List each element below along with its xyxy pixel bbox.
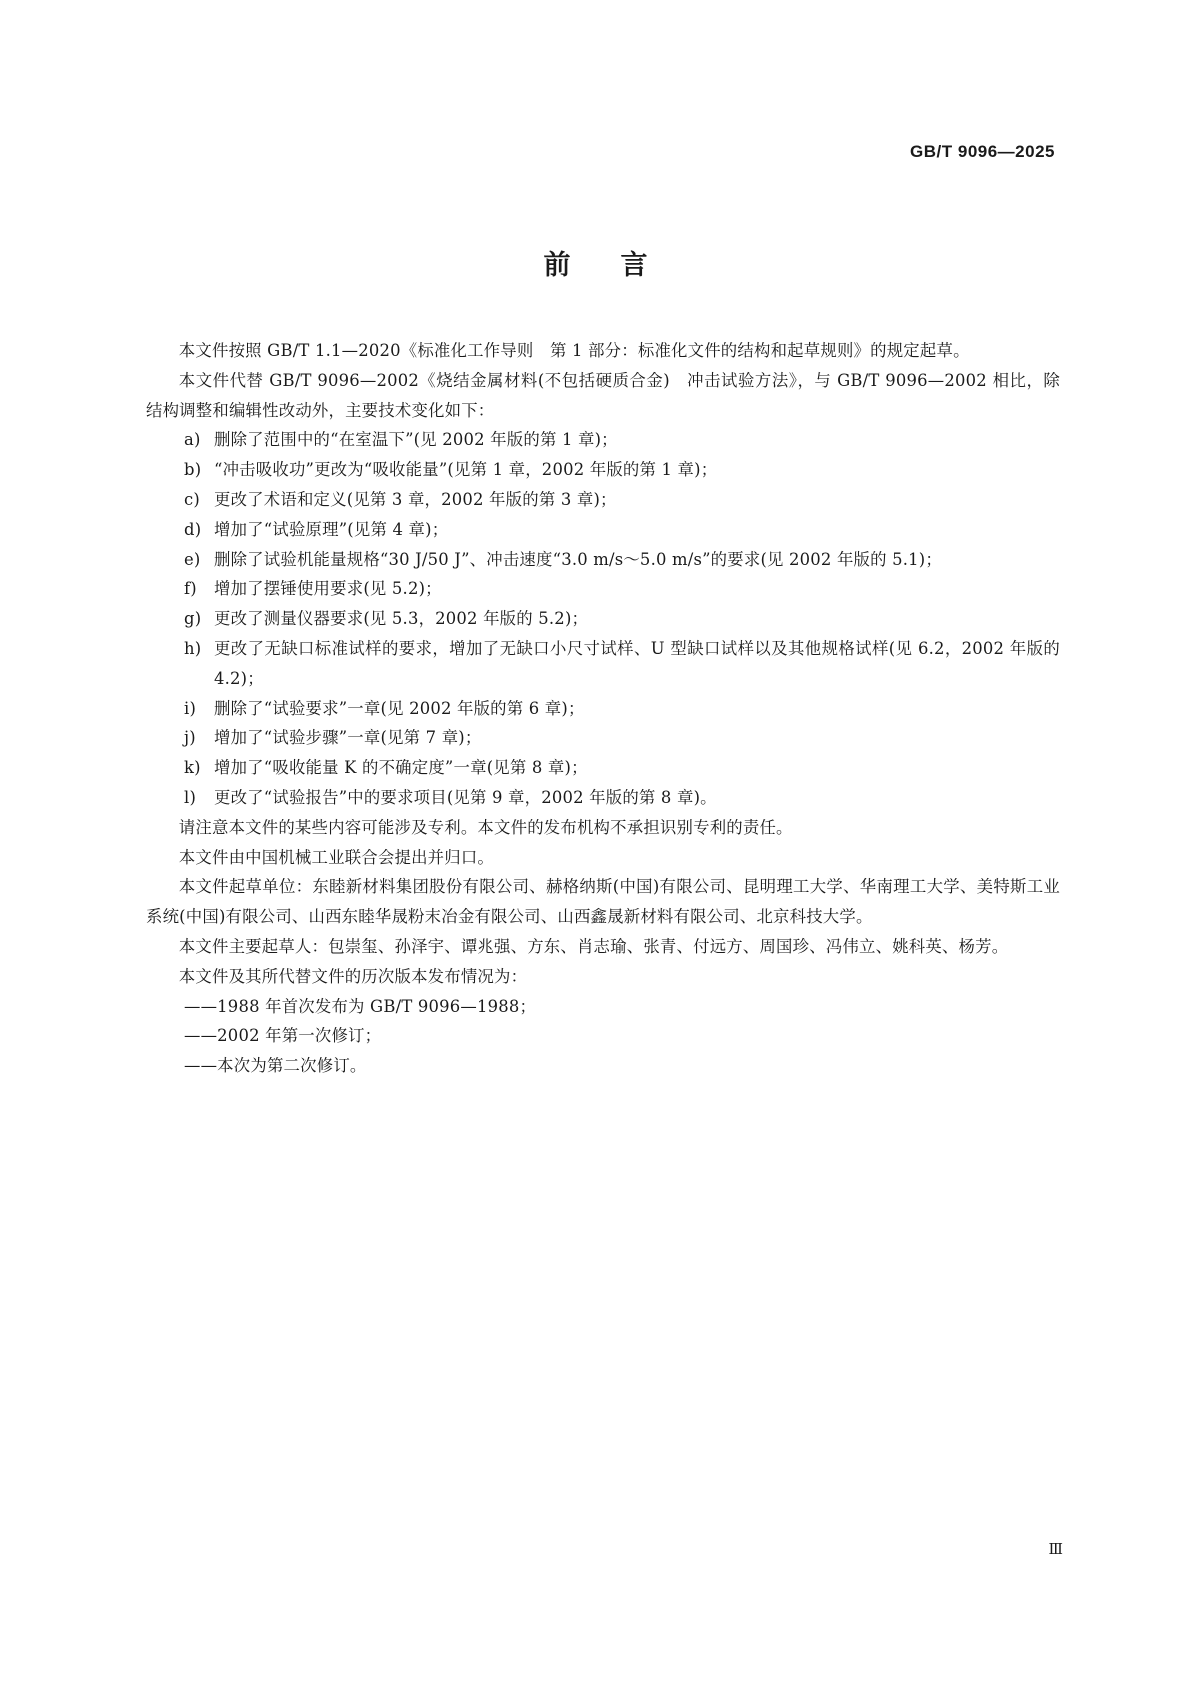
list-marker: h): [184, 638, 202, 658]
page-title: 前言: [543, 250, 698, 281]
list-marker: d): [184, 519, 202, 539]
list-item: [146, 545, 1060, 575]
list-item-text: 更改了无缺口标准试样的要求，增加了无缺口小尺寸试样、U 型缺口试样以及其他规格试样(见 6.2，2002 年版的 4.2)；: [214, 638, 1060, 688]
list-item-text: 增加了摆锤使用要求(见 5.2)；: [214, 579, 442, 599]
list-item-text: 更改了测量仪器要求(见 5.3，2002 年版的 5.2)；: [214, 609, 589, 629]
list-marker: e): [184, 549, 201, 569]
list-item-text: “冲击吸收功”更改为“吸收能量”(见第 1 章，2002 年版的第 1 章)；: [214, 460, 718, 480]
history-item: ——本次为第二次修订。: [184, 1056, 367, 1076]
list-item: [146, 723, 1060, 753]
list-marker: j): [184, 728, 196, 748]
list-marker: g): [184, 609, 202, 629]
standard-number: GB/T 9096—2025: [910, 142, 1055, 161]
page-number: Ⅲ: [1048, 1540, 1063, 1558]
paragraph-drafters: 本文件主要起草人：包崇玺、孙泽宇、谭兆强、方东、肖志瑜、张青、付远方、周国珍、冯伟立、姚科英、杨芳。: [178, 936, 1009, 956]
paragraph-drafting-units: 本文件起草单位：东睦新材料集团股份有限公司、赫格纳斯(中国)有限公司、昆明理工大学、华南理工大学、美特斯工业系统(中国)有限公司、山西东睦华晟粉末冶金有限公司、山西鑫晟新材料有限公司、北京科技大学。: [146, 877, 1060, 927]
paragraph-patent-notice: 请注意本文件的某些内容可能涉及专利。本文件的发布机构不承担识别专利的责任。: [178, 817, 793, 837]
list-item-text: 增加了“试验原理”(见第 4 章)；: [214, 519, 449, 539]
list-item: [146, 455, 1060, 485]
list-item: [146, 694, 1060, 724]
history-item: ——1988 年首次发布为 GB/T 9096—1988；: [184, 996, 537, 1016]
list-item-text: 增加了“试验步骤”一章(见第 7 章)；: [214, 728, 482, 748]
changes-list: [146, 425, 1060, 812]
list-item-text: 更改了术语和定义(见第 3 章，2002 年版的第 3 章)；: [214, 489, 617, 509]
list-marker: b): [184, 460, 202, 480]
list-marker: a): [184, 430, 201, 450]
list-item: [146, 515, 1060, 545]
list-item: [146, 574, 1060, 604]
list-item: [146, 425, 1060, 455]
history-item: ——2002 年第一次修订；: [184, 1026, 382, 1046]
list-item-text: 删除了试验机能量规格“30 J/50 J”、冲击速度“3.0 m/s～5.0 m/s”的要求(见 2002 年版的 5.1)；: [214, 549, 942, 569]
list-marker: k): [184, 758, 201, 778]
list-item: [146, 604, 1060, 634]
paragraph-drafting-rules: 本文件按照 GB/T 1.1—2020《标准化工作导则 第 1 部分：标准化文件的结构和起草规则》的规定起草。: [178, 341, 970, 360]
list-item: [146, 634, 1060, 694]
paragraph-history-intro: 本文件及其所代替文件的历次版本发布情况为：: [178, 966, 528, 986]
list-item: [146, 485, 1060, 515]
list-item-text: 增加了“吸收能量 K 的不确定度”一章(见第 8 章)；: [214, 758, 588, 778]
list-item-text: 删除了范围中的“在室温下”(见 2002 年版的第 1 章)；: [214, 430, 618, 450]
list-item-text: 更改了“试验报告”中的要求项目(见第 9 章，2002 年版的第 8 章)。: [214, 787, 717, 807]
list-item: [146, 753, 1060, 783]
list-marker: c): [184, 489, 200, 509]
paragraph-proposer: 本文件由中国机械工业联合会提出并归口。: [178, 847, 495, 867]
list-item: [146, 783, 1060, 813]
paragraph-replacement: 本文件代替 GB/T 9096—2002《烧结金属材料(不包括硬质合金) 冲击试验方法》，与 GB/T 9096—2002 相比，除结构调整和编辑性改动外，主要技术变化如下：: [146, 370, 1060, 420]
list-marker: f): [184, 579, 197, 599]
document-body: [146, 336, 1060, 1081]
list-marker: i): [184, 698, 197, 718]
list-item-text: 删除了“试验要求”一章(见 2002 年版的第 6 章)；: [214, 698, 585, 718]
list-marker: l): [184, 787, 197, 807]
